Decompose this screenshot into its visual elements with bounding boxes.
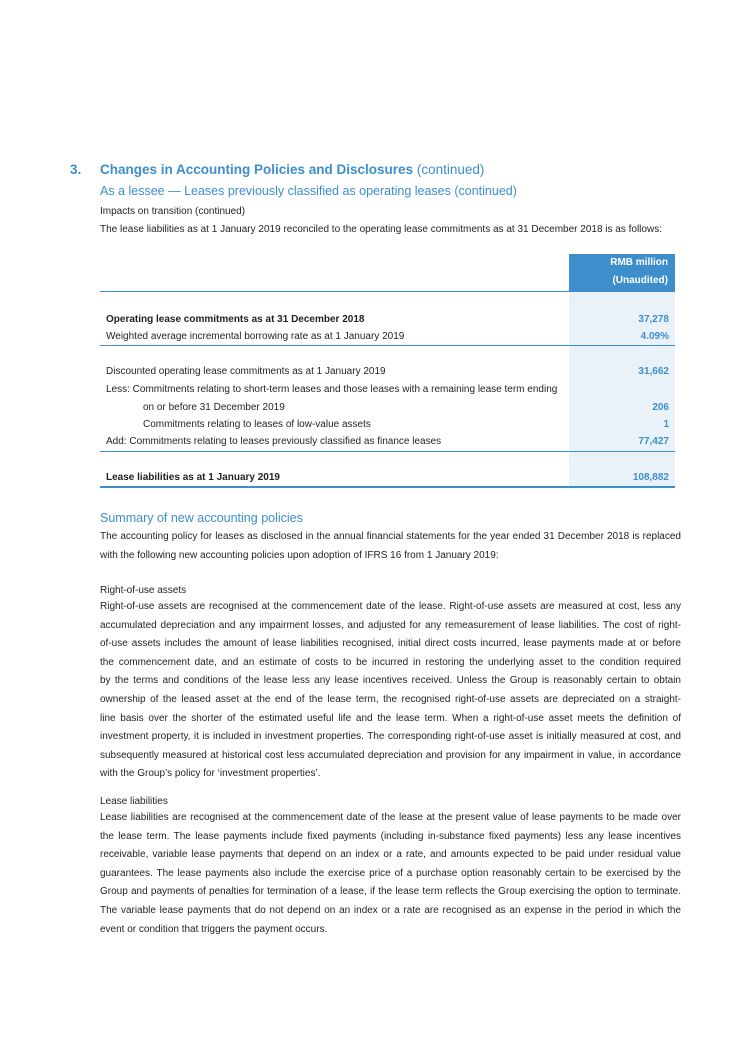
table-rule-total-top xyxy=(100,451,675,452)
paragraph-line: line basis over the shorter of the estimated useful life and the lease term. When a right-of-use asset meets the definition of xyxy=(100,712,681,724)
summary-intro-paragraph xyxy=(100,528,681,565)
paragraph-line: investment property, it is included in investment properties. The corresponding right-of-use asset is initially measured at cost, and xyxy=(100,731,681,743)
table-row-label: Less: Commitments relating to short-term leases and those leases with a remaining lease term ending xyxy=(106,384,558,395)
section-title xyxy=(100,162,484,177)
table-row-label: Add: Commitments relating to leases previously classified as finance leases xyxy=(106,436,442,447)
table-row-value: 4.09% xyxy=(640,331,669,342)
paragraph-line: Right-of-use assets are recognised at the commencement date of the lease. Right-of-use assets are measured at cost, less any xyxy=(100,601,681,612)
rou-heading: Right-of-use assets xyxy=(100,585,187,596)
paragraph-line: with the Group’s policy for ‘investment properties’. xyxy=(100,768,321,780)
summary-heading: Summary of new accounting policies xyxy=(100,511,303,525)
table-header xyxy=(569,254,675,291)
paragraph-line: the commencement date, and an estimate of costs to be incurred in restoring the underlying asset to the condition required xyxy=(100,656,681,668)
header-unaudited: (Unaudited) xyxy=(612,275,668,286)
table-rule-top xyxy=(100,291,675,292)
impacts-heading: Impacts on transition (continued) xyxy=(100,206,246,217)
section-title-text: Changes in Accounting Policies and Disclosures xyxy=(100,162,414,177)
table-row-label: Operating lease commitments as at 31 December 2018 xyxy=(106,314,365,325)
table-row-value: 206 xyxy=(652,402,669,413)
table-row-label: Weighted average incremental borrowing rate as at 1 January 2019 xyxy=(106,331,405,342)
section-continued: (continued) xyxy=(416,162,485,177)
lessee-heading: As a lessee — Leases previously classified as operating leases (continued) xyxy=(100,184,517,198)
table-row-label: Commitments relating to leases of low-value assets xyxy=(143,419,371,430)
paragraph-line: receivable, variable lease payments that depend on an index or a rate, and amounts expected to be paid under residual value xyxy=(100,849,681,861)
paragraph-line: Group and payments of penalties for termination of a lease, if the lease term reflects the Group exercising the option to terminate. xyxy=(100,886,681,898)
table-row-value: 1 xyxy=(663,419,669,430)
table-row-value: 77,427 xyxy=(638,436,669,447)
intro-text: The lease liabilities as at 1 January 2019 reconciled to the operating lease commitments as at 31 December 2018 is as follows: xyxy=(100,224,662,235)
paragraph-line: subsequently measured at historical cost less accumulated depreciation and provision for any impairment in value, in accordance xyxy=(100,749,681,761)
table-row-value: 108,882 xyxy=(632,472,669,483)
header-currency: RMB million xyxy=(610,257,668,268)
paragraph-line: the lease term. The lease payments include fixed payments (including in-substance fixed payments) less any lease incentives xyxy=(100,830,681,842)
paragraph-line: guarantees. The lease payments also include the exercise price of a purchase option reasonably certain to be exercised by the xyxy=(100,867,681,879)
rou-paragraph xyxy=(100,598,681,784)
paragraph-line: by the terms and conditions of the lease less any lease incentives received. Unless the Group is reasonably certain to obtain xyxy=(100,675,681,687)
section-number: 3. xyxy=(70,162,82,177)
table-row-label: Lease liabilities as at 1 January 2019 xyxy=(106,472,280,483)
ll-paragraph xyxy=(100,809,681,939)
table-rule-bottom xyxy=(100,486,675,488)
table-row-value: 37,278 xyxy=(638,314,669,325)
paragraph-line: The variable lease payments that do not depend on an index or a rate are recognised as an expense in the period in which the xyxy=(100,904,681,916)
table-row-label: on or before 31 December 2019 xyxy=(143,402,285,413)
paragraph-line: ownership of the leased asset at the end of the lease term, the recognised right-of-use assets are depreciated on a straight- xyxy=(100,693,681,705)
paragraph-line: of-use assets includes the amount of lease liabilities recognised, initial direct costs incurred, lease payments made at or before xyxy=(100,638,681,650)
table-row-label: Discounted operating lease commitments as at 1 January 2019 xyxy=(106,366,386,377)
ll-heading: Lease liabilities xyxy=(100,796,168,807)
table-row-value: 31,662 xyxy=(638,366,669,377)
paragraph-line: Lease liabilities are recognised at the commencement date of the lease at the present value of lease payments to be made over xyxy=(100,812,681,823)
paragraph-line: accumulated depreciation and any impairment losses, and adjusted for any remeasurement of lease liabilities. The cost of right- xyxy=(100,619,681,631)
table-rule-subtotal xyxy=(100,345,675,346)
paragraph-line: The accounting policy for leases as disclosed in the annual financial statements for the year ended 31 December 2018 is replaced xyxy=(100,531,681,542)
paragraph-line: event or condition that triggers the payment occurs. xyxy=(100,923,328,935)
paragraph-line: with the following new accounting policies upon adoption of IFRS 16 from 1 January 2019: xyxy=(100,549,499,561)
